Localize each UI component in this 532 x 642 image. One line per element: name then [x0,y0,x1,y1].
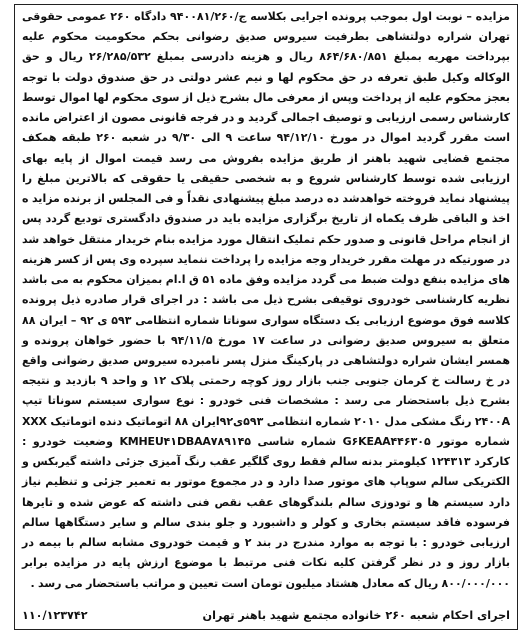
notice-code: ۱۱۰/۱۲۳۷۴۲ [22,609,88,622]
notice-footer [22,607,510,625]
auction-notice [14,4,518,630]
notice-signature: اجرای احکام شعبه ۲۶۰ خانواده مجتمع شهید باهنر تهران [202,609,510,622]
notice-body: مزایده – نوبت اول بموجب پرونده اجرایی بکلاسه ج/۹۴۰۰۸۱/۲۶۰ دادگاه ۲۶۰ عمومی حقوقی تهران شراره دولتشاهی بطرفیت سیروس صدیق رضوانی بحکم محکومیت محکوم علیه بپرداخت مهریه بمبلغ ۸۶۴/۶۸۰/۸۵۱ ریال و هزینه دادرسی بمبلغ ۲۶/۲۸۵/۵۳۲ ریال و حق الوکاله وکیل طبق تعرفه در حق محکوم لها و نیم عشر دولتی در حق صندوق دولت با توجه بعجز محکوم علیه از پرداخت وپس از معرفی مال بشرح ذیل از سوی محکوم لها اموال توسط کارشناس رسمی ارزیابی و توصیف اجمالی گردید و در فرجه قانونی مصون از اعتراض مانده است مقرر گردید اموال در مورخ ۹۴/۱۲/۱۰ ساعت ۹ الی ۹/۳۰ در شعبه ۲۶۰ طبقه همکف مجتمع قضایی شهید باهنر از طریق مزایده بفروش می رسد قیمت اموال از پایه بهای ارزیابی شده توسط کارشناس شروع و به شخصی حقیقی یا حقوقی که بالاترین مبلغ را پیشنهاد نماید فروخته خواهدشد ده درصد مبلغ پیشنهادی نقداً و فی المجلس از برنده مزاید ه اخذ و الباقی ظرف یکماه از تاریخ برگزاری مزایده باید در صندوق دادگستری تودیع گردد پس از انجام مراحل قانونی و صدور حکم تملیک انتقال مورد مزایده بنام خریدار منتقل خواهد شد در صورتیکه در مهلت مقرر خریدار وجه مزایده را پرداخت ننماید سپرده وی پس از کسر هزینه های مزایده بنفع دولت ضبط می گردد مزایده وفق ماده ۵۱ ق ا.ام بمیزان محکوم به می باشد نظریه کارشناسی خودروی توقیفی بشرح ذیل می باشد : در اجرای قرار صادره ذیل پرونده کلاسه فوق موضوع ارزیابی یک دستگاه سواری سوناتا شماره انتظامی ۵۹۳ ی ۹۲ – ایران ۸۸ متعلق به سیروس صدیق رضوانی در ساعت ۱۷ مورخ ۹۴/۱۱/۵ با حضور خواهان پرونده و همسر ایشان شراره دولتشاهی در پارکینگ منزل پسر نامبرده سیروس صدیق رضوانی واقع در خ رسالت خ کرمان جنوبی جنب بازار روز کوچه رحمتی پلاک ۱۲ و واحد ۹ بازدید و نتیجه بشرح ذیل باستحضار می رسد : مشخصات فنی خودرو : نوع سواری سیستم سوناتا تیپ ۲۴۰۰A رنگ مشکی مدل ۲۰۱۰ شماره انتظامی ۵۹۳ی۹۲ایران ۸۸ اتوماتیک دنده اتوماتیک XXX شماره موتور G۶KEAA۴۴۶۳۰۵ شماره شاسی KMHEU۴۱DBAA۷۸۹۱۴۵ وضعیت خودرو : کارکرد ۱۲۴۳۱۳ کیلومتر بدنه سالم فقط روی گلگیر عقب رنگ آمیزی جزئی داشته گیربکس و الکتریکی سالم سوپاپ های موتور صدا دارد و در مجموع موتور به تعمیر جزئی و تنظیم نیاز دارد سیستم ها و تودوزی سالم بلندگوهای عقب نقص فنی داشته که عوض شده و تایرها فرسوده فاقد سیستم بخاری و کولر و داشبورد و جلو بندی سالم و سایر دستگاهها سالم ارزیابی خودرو : با توجه به موارد مندرج در بند ۲ و قیمت خودروی مشابه سالم با بیمه در بازار روز و در نظر گرفتن کلیه نکات فنی مرتبط با موضوع ارزش پایه در مزایده برابر ۸۰۰/۰۰۰/۰۰۰ ریال که معادل هشتاد میلیون تومان است تعیین و مراتب باستحضار می رسد . [22,10,511,590]
